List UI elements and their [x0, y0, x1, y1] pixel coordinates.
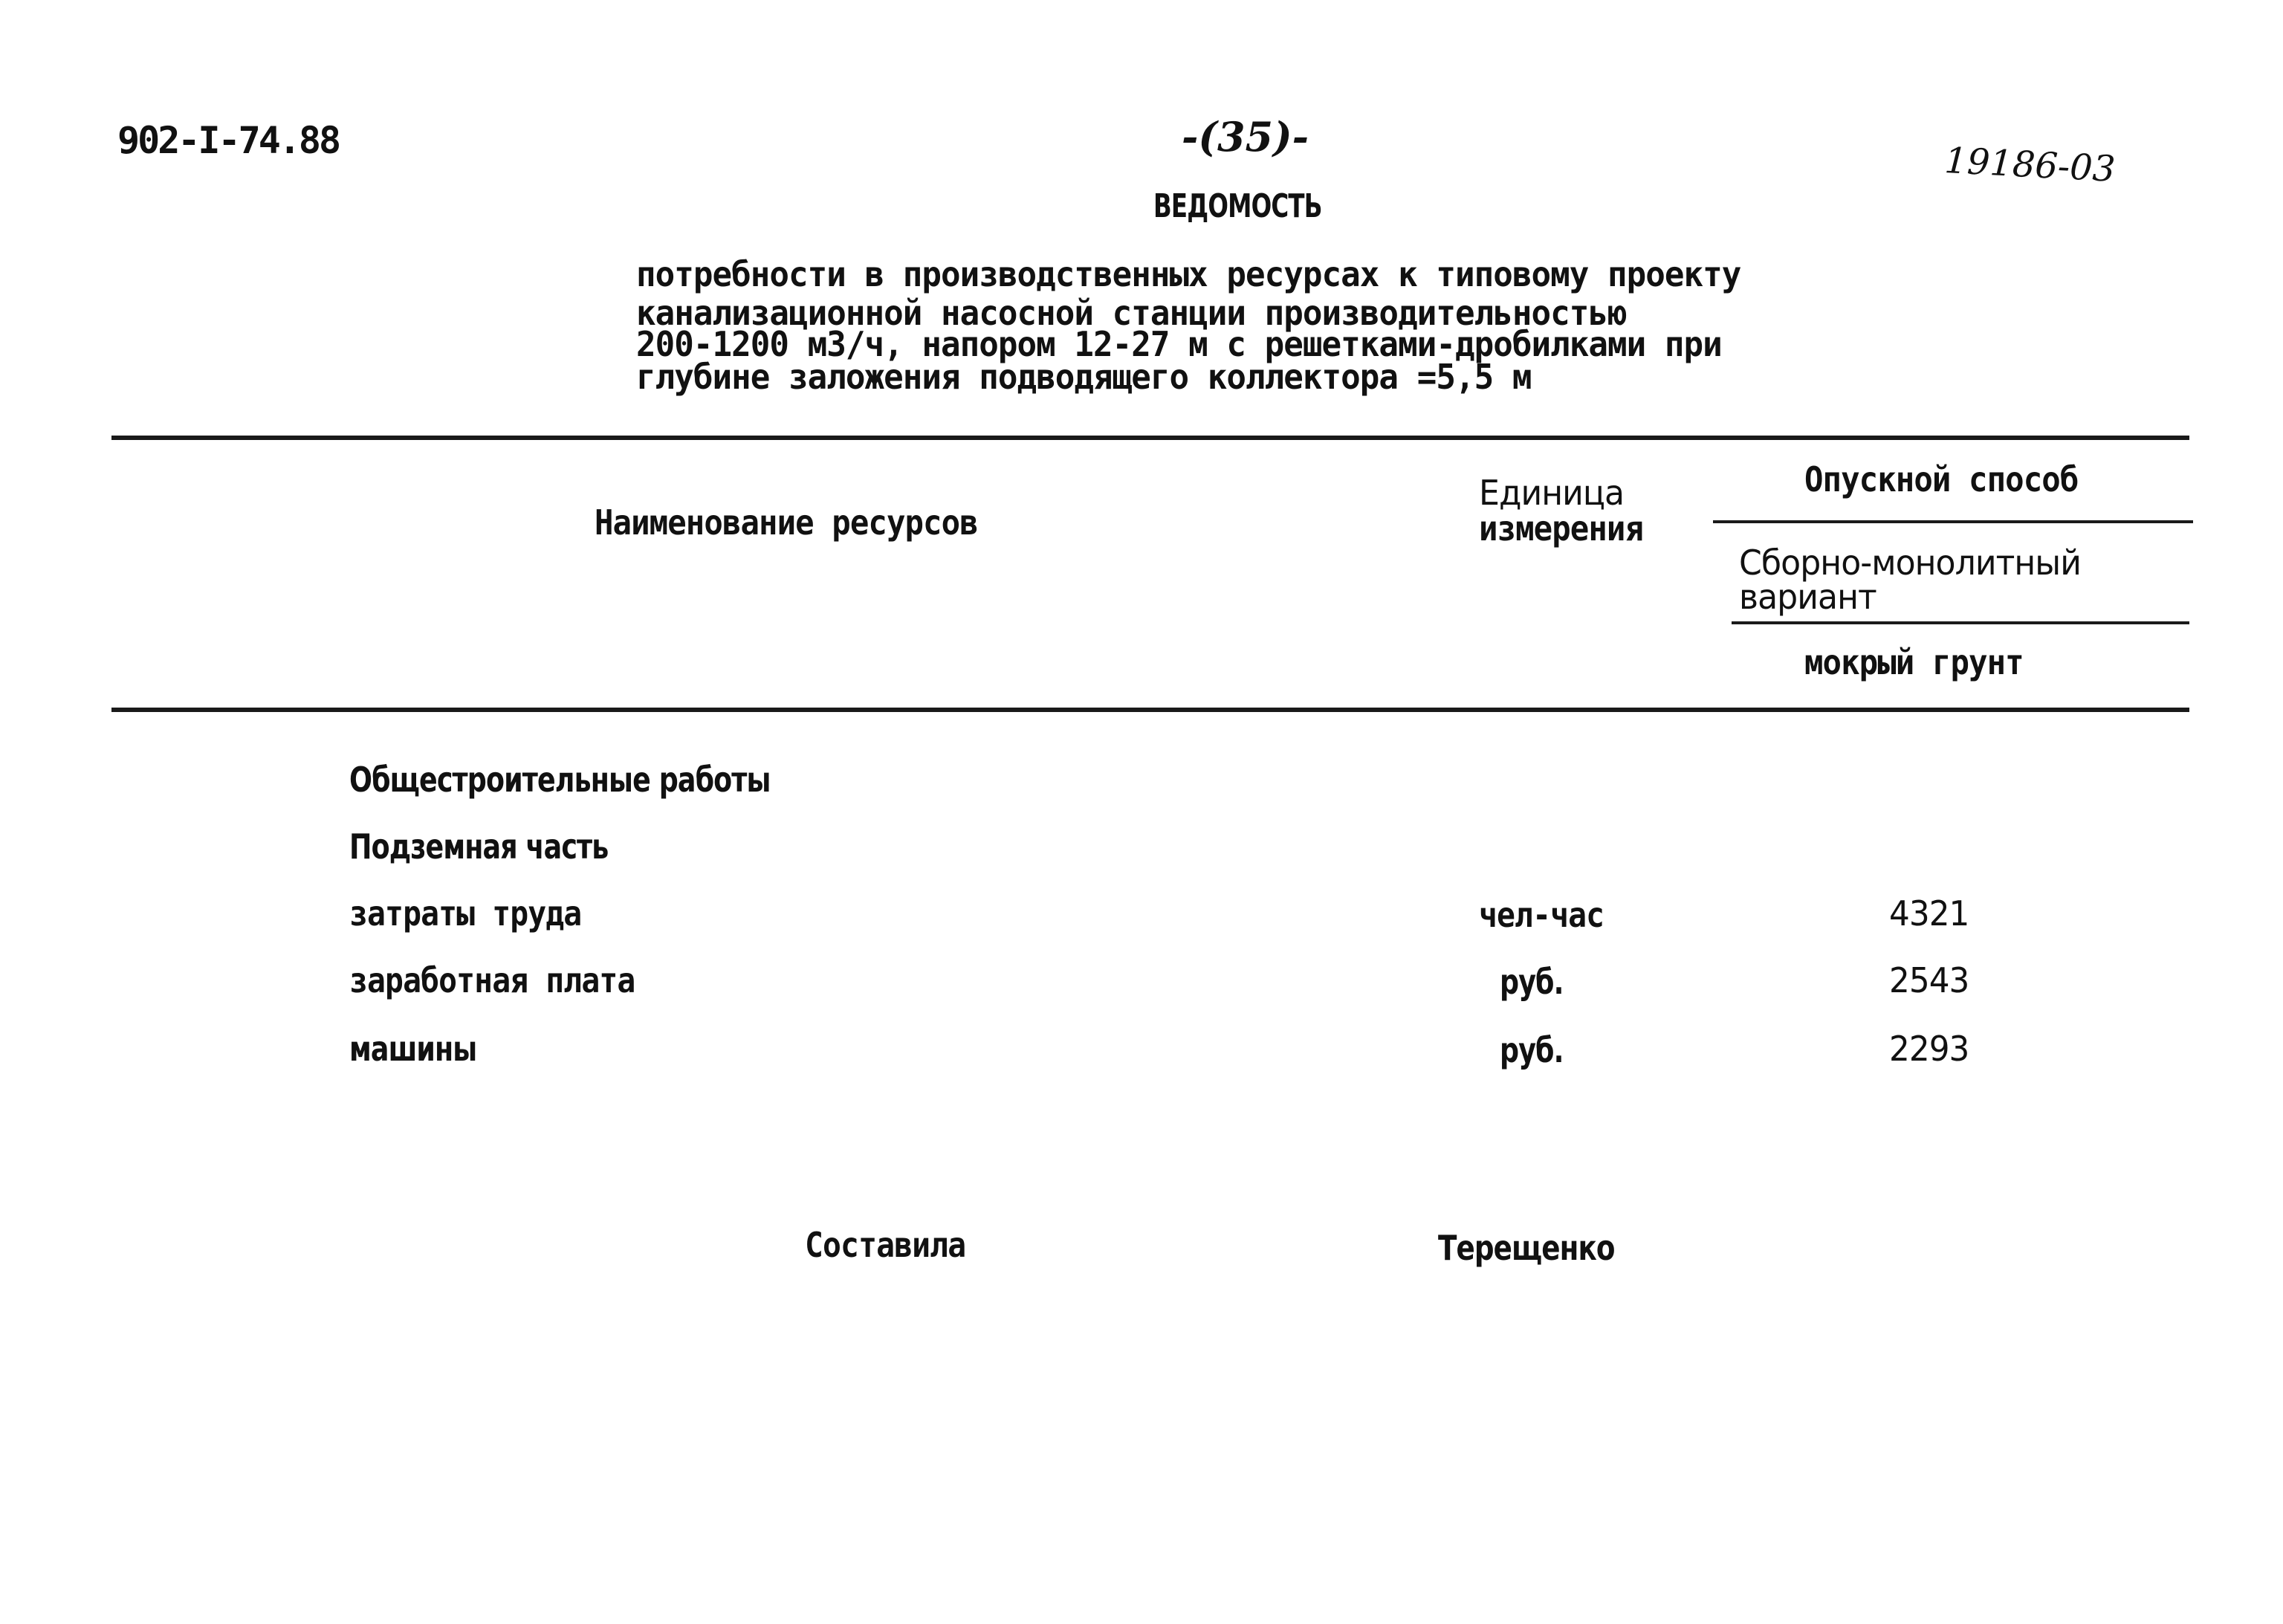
subtitle-line-4: глубине заложения подводящего коллектора =5,5 м — [636, 357, 1532, 397]
subtitle-line-3: 200-1200 м3/ч, напором 12-27 м с решетками-дробилками при — [636, 324, 1722, 364]
row-name: заработная плата — [349, 960, 635, 1000]
section-title: Общестроительные работы — [349, 760, 771, 800]
inventory-number: 19186-03 — [1943, 140, 2117, 190]
row-name: машины — [349, 1029, 477, 1069]
subtitle-line-2: канализационной насосной станции производительностью — [636, 293, 1627, 333]
variant-divider-rule — [1732, 621, 2189, 624]
row-name: затраты труда — [349, 893, 582, 934]
column-header-name: Наименование ресурсов — [595, 502, 978, 543]
column-header-variant-line-2: вариант — [1739, 577, 1876, 617]
column-header-variant-line-1: Сборно-монолитный — [1739, 543, 2081, 583]
row-unit: руб. — [1500, 1030, 1564, 1070]
compiled-by-name: Терещенко — [1438, 1228, 1615, 1268]
page-number: -(35)- — [1182, 113, 1309, 161]
row-unit: чел-час — [1479, 895, 1604, 935]
row-value: 2293 — [1889, 1029, 1969, 1069]
row-unit: руб. — [1500, 962, 1564, 1002]
compiled-by-label: Составила — [805, 1225, 966, 1265]
subsection-title: Подземная часть — [349, 826, 609, 867]
table-header-bottom-rule — [111, 708, 2189, 712]
document-title: ВЕДОМОСТЬ — [1153, 187, 1322, 225]
method-divider-rule — [1713, 520, 2193, 523]
table-top-rule — [111, 436, 2189, 440]
row-value: 2543 — [1889, 960, 1969, 1000]
column-header-unit-line-1: Единица — [1479, 473, 1625, 513]
document-code: 902-I-74.88 — [117, 119, 340, 162]
row-value: 4321 — [1889, 893, 1969, 934]
column-header-soil: мокрый грунт — [1804, 642, 2024, 682]
column-header-method: Опускной способ — [1804, 459, 2079, 499]
subtitle-line-1: потребности в производственных ресурсах к типовому проекту — [636, 254, 1741, 294]
column-header-unit-line-2: измерения — [1479, 508, 1644, 549]
